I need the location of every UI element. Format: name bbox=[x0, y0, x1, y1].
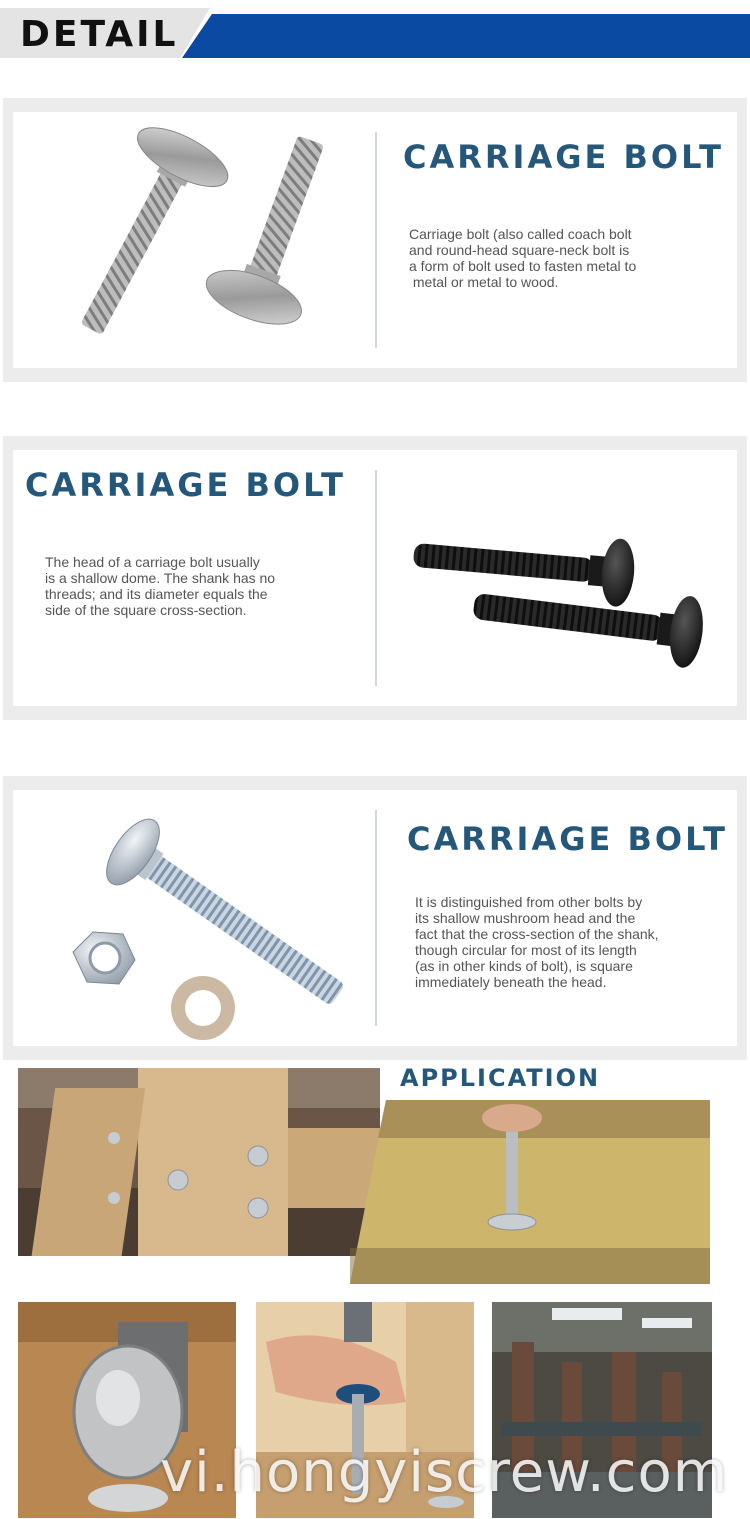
section-title: CARRIAGE BOLT bbox=[25, 466, 346, 504]
detail-header bbox=[0, 0, 750, 62]
section-description bbox=[45, 554, 345, 618]
section-description bbox=[415, 894, 725, 990]
card-divider bbox=[375, 132, 377, 348]
card-divider bbox=[375, 470, 377, 686]
header-blue-bar bbox=[182, 14, 750, 58]
section-title: CARRIAGE BOLT bbox=[403, 138, 724, 176]
black-carriage-bolts-image bbox=[403, 510, 713, 670]
description-line: side of the square cross-section. bbox=[45, 602, 247, 618]
detail-card-2 bbox=[3, 436, 747, 720]
description-line: It is distinguished from other bolts by bbox=[415, 894, 643, 910]
application-title: APPLICATION bbox=[400, 1064, 601, 1092]
description-line: (as in other kinds of bolt), is square bbox=[415, 958, 633, 974]
section-title: CARRIAGE BOLT bbox=[407, 820, 728, 858]
detail-card-3 bbox=[3, 776, 747, 1060]
bolt-in-board-photo bbox=[348, 1098, 712, 1286]
description-line: metal or metal to wood. bbox=[409, 274, 559, 290]
description-line: its shallow mushroom head and the bbox=[415, 910, 636, 926]
description-line: and round-head square-neck bolt is bbox=[409, 242, 630, 258]
bolt-nut-washer-image bbox=[63, 802, 353, 1042]
section-description bbox=[409, 226, 709, 290]
description-line: fact that the cross-section of the shank, bbox=[415, 926, 659, 942]
description-line: Carriage bolt (also called coach bolt bbox=[409, 226, 632, 242]
zinc-carriage-bolts-image bbox=[53, 126, 353, 356]
description-line: though circular for most of its length bbox=[415, 942, 637, 958]
header-title: DETAIL bbox=[20, 14, 179, 55]
description-line: The head of a carriage bolt usually bbox=[45, 554, 260, 570]
description-line: a form of bolt used to fasten metal to bbox=[409, 258, 637, 274]
description-line: is a shallow dome. The shank has no bbox=[45, 570, 276, 586]
site-watermark: vi.hongyiscrew.com bbox=[160, 1440, 729, 1505]
description-line: threads; and its diameter equals the bbox=[45, 586, 268, 602]
detail-card-1 bbox=[3, 98, 747, 382]
description-line: immediately beneath the head. bbox=[415, 974, 607, 990]
wood-frame-photo bbox=[18, 1068, 380, 1256]
card-divider bbox=[375, 810, 377, 1026]
